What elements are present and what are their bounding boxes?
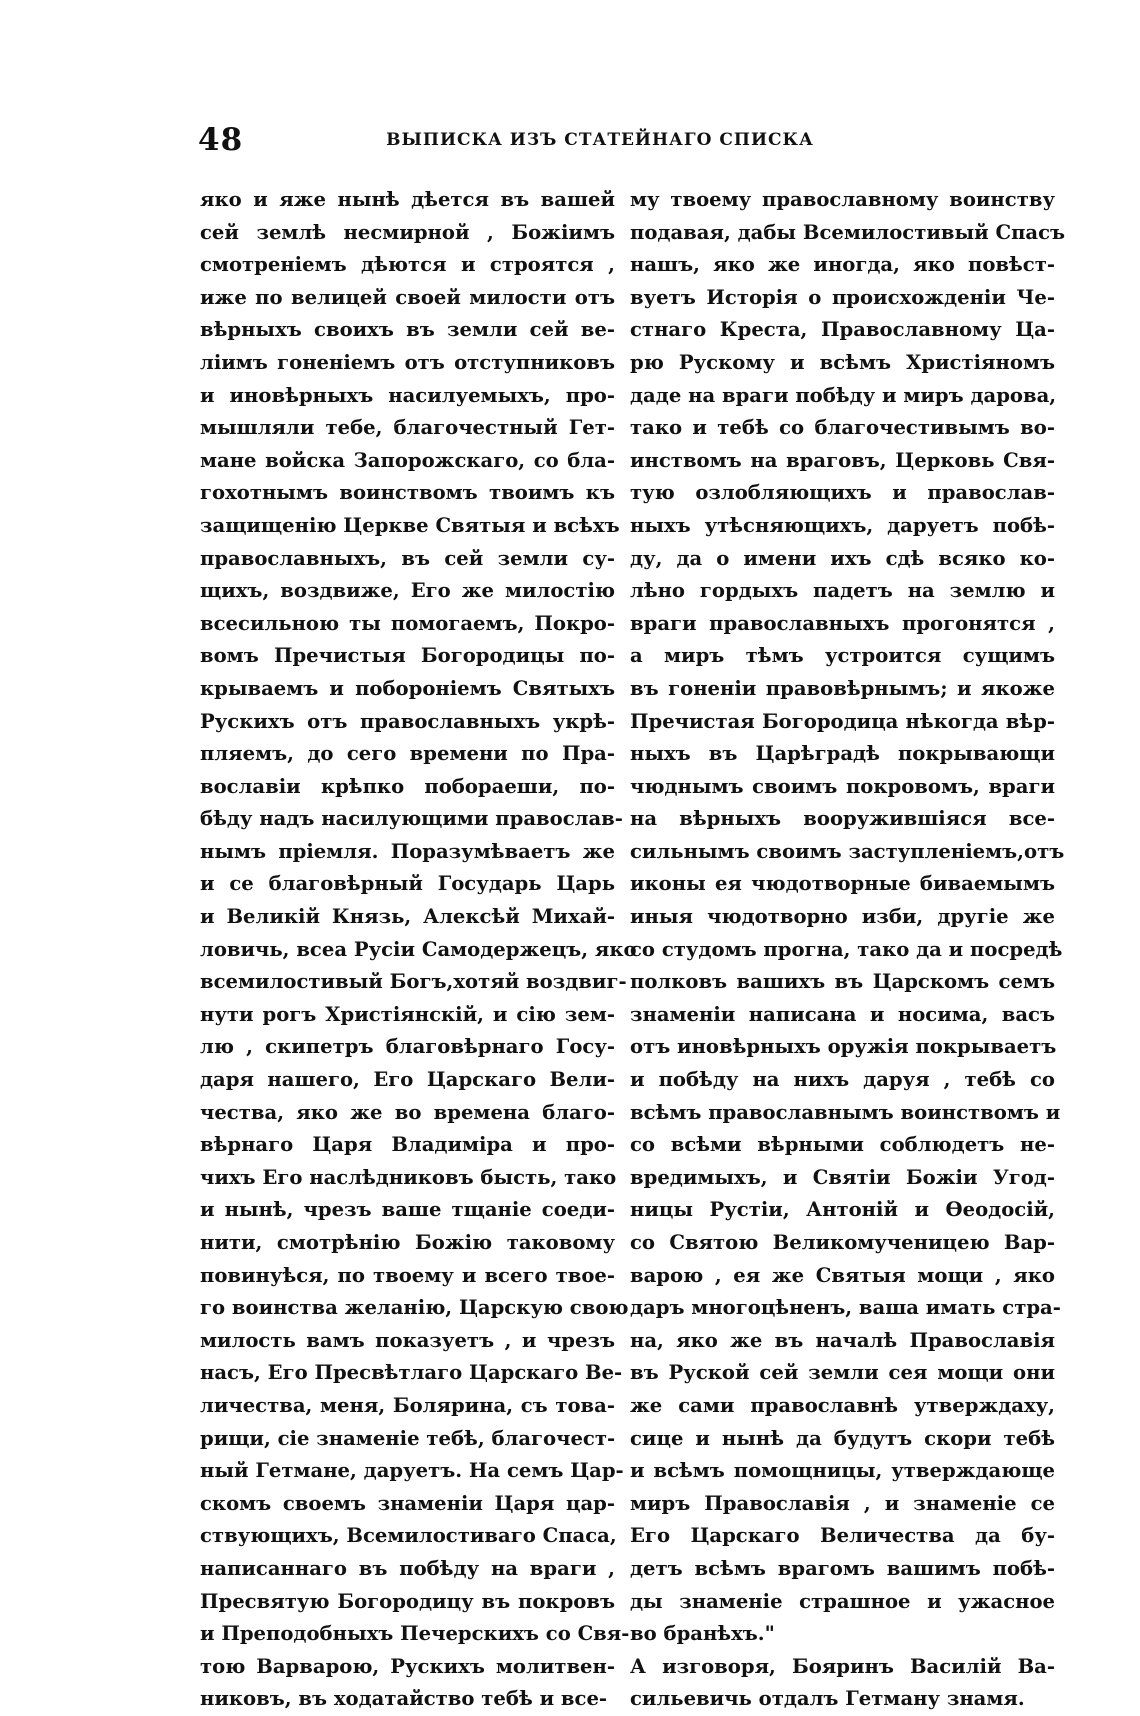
text-line: вомъ Пречистыя Богородицы по- [200, 644, 615, 668]
text-line: въ гоненіи правовѣрнымъ; и якоже [630, 676, 1055, 700]
text-line: рищи, сіе знаменіе тебѣ, благочест- [200, 1426, 616, 1450]
text-line: лю , скипетръ благовѣрнаго Госу- [200, 1035, 615, 1059]
text-line: и Преподобныхъ Печерскихъ со Свя- [200, 1622, 630, 1646]
text-line: нути рогъ Христіянскій, и сію зем- [200, 1002, 615, 1026]
text-line: Пресвятую Богородицу въ покровъ [200, 1589, 615, 1613]
text-line: Его Царскаго Величества да бу- [630, 1524, 1055, 1548]
text-line: ліимъ гоненіемъ отъ отступниковъ [200, 350, 615, 374]
text-line: на вѣрныхъ вооружившіяся все- [630, 807, 1055, 831]
running-head: ВЫПИСКА ИЗЪ СТАТЕЙНАГО СПИСКА [386, 130, 814, 150]
text-line: защищенію Церкве Святыя и всѣхъ [200, 513, 620, 537]
text-line: полковъ вашихъ въ Царскомъ семъ [630, 970, 1055, 994]
text-line: тако и тебѣ со благочестивымъ во- [630, 416, 1055, 440]
text-line: и всѣмъ помощницы, утверждающе [630, 1459, 1055, 1483]
text-line: ныхъ въ Царѣградѣ покрывающи [630, 742, 1055, 766]
text-line: детъ всѣмъ врагомъ вашимъ побѣ- [630, 1556, 1055, 1580]
text-line: милость вамъ показуетъ , и чрезъ [200, 1328, 615, 1352]
page-number: 48 [198, 122, 244, 158]
text-line: вредимыхъ, и Святіи Божіи Угод- [630, 1165, 1055, 1189]
right-column [630, 184, 1066, 1716]
text-line: го воинства желанію, Царскую свою [200, 1296, 629, 1320]
text-line: Пречистая Богородица нѣкогда вѣр- [630, 709, 1055, 733]
text-line: ныхъ утѣсняющихъ, даруетъ побѣ- [630, 513, 1055, 537]
text-line: всемилостивый Богъ,хотяй воздвиг- [200, 970, 627, 994]
text-line: сильнымъ своимъ заступленіемъ,отъ [630, 839, 1065, 863]
text-line: тою Варварою, Рускихъ молитвен- [200, 1654, 615, 1678]
text-line: даръ многоцѣненъ, ваша имать стра- [630, 1296, 1061, 1320]
text-line: инствомъ на враговъ, Церковь Свя- [630, 448, 1055, 472]
text-line: даря нашего, Его Царскаго Вели- [200, 1068, 615, 1092]
text-line: нашъ, яко же иногда, яко повѣст- [630, 253, 1055, 277]
text-line: никовъ, въ ходатайство тебѣ и все- [200, 1687, 608, 1711]
text-line: тую озлобляющихъ и православ- [630, 481, 1055, 505]
text-line: во бранѣхъ." [630, 1622, 775, 1646]
text-line: личества, меня, Болярина, съ това- [200, 1393, 615, 1417]
text-line: знаменіи написана и носима, васъ [630, 1002, 1055, 1026]
text-line: миръ Православія , и знаменіе се [630, 1491, 1055, 1515]
text-line: враги православныхъ прогонятся , [630, 611, 1055, 635]
text-line: на, яко же въ началѣ Православія [630, 1328, 1055, 1352]
text-line: рю Рускому и всѣмъ Христіяномъ [630, 350, 1055, 374]
text-line: яко и яже нынѣ дѣется въ вашей [200, 188, 615, 211]
text-line: чихъ Его наслѣдниковъ бысть, тако [200, 1165, 617, 1189]
text-line: всѣмъ православнымъ воинствомъ и [630, 1100, 1061, 1124]
text-line: крываемъ и побороніемъ Святыхъ [200, 676, 615, 700]
text-line: вуетъ Исторія о происхожденіи Че- [630, 285, 1055, 309]
text-line: отъ иновѣрныхъ оружія покрываетъ [630, 1035, 1057, 1059]
text-line: ловичь, всеа Русіи Самодержецъ, яко [200, 937, 637, 961]
text-line: подавая, дабы Всемилостивый Спасъ [630, 220, 1066, 244]
text-line: же сами православнѣ утверждаху, [630, 1393, 1055, 1417]
text-line: и иновѣрныхъ насилуемыхъ, про- [200, 383, 615, 407]
text-line: вѣрнаго Царя Владиміра и про- [200, 1133, 615, 1157]
text-line: сей землѣ несмирной , Божіимъ [200, 220, 615, 244]
text-line: и нынѣ, чрезъ ваше тщаніе соеди- [200, 1198, 615, 1222]
text-line: лѣно гордыхъ падетъ на землю и [630, 579, 1055, 603]
text-line: бѣду надъ насилующими православ- [200, 807, 623, 831]
text-line: вѣрныхъ своихъ въ земли сей ве- [200, 318, 615, 342]
text-line: скомъ своемъ знаменіи Царя цар- [200, 1491, 615, 1515]
text-line: чества, яко же во времена благо- [200, 1100, 615, 1124]
text-line: ду, да о имени ихъ сдѣ всяко ко- [630, 546, 1055, 570]
text-line: варою , ея же Святыя мощи , яко [630, 1263, 1055, 1287]
text-line: насъ, Его Пресвѣтлаго Царскаго Ве- [200, 1361, 623, 1385]
text-line: мышляли тебе, благочестный Гет- [200, 416, 615, 440]
text-line: ницы Рустіи, Антоній и Ѳеодосій, [630, 1198, 1055, 1222]
text-line: щихъ, воздвиже, Его же милостію [200, 579, 615, 603]
text-line: Рускихъ отъ православныхъ укрѣ- [200, 709, 615, 733]
text-line: всесильною ты помогаемъ, Покро- [200, 611, 615, 635]
text-line: мане войска Запорожскаго, со бла- [200, 448, 615, 472]
text-line: ствующихъ, Всемилостиваго Спаса, [200, 1524, 617, 1548]
text-line: вославіи крѣпко побораеши, по- [200, 774, 615, 798]
text-line: му твоему православному воинству [630, 188, 1055, 211]
text-line: и се благовѣрный Государь Царь [200, 872, 615, 896]
text-line: чюднымъ своимъ покровомъ, враги [630, 774, 1055, 798]
text-line: смотреніемъ дѣются и строятся , [200, 253, 615, 277]
text-line: и побѣду на нихъ даруя , тебѣ со [630, 1068, 1055, 1092]
text-line: повинуѣся, по твоему и всего твое- [200, 1263, 615, 1287]
text-line: православныхъ, въ сей земли су- [200, 546, 615, 570]
text-line: въ Руской сей земли сея мощи они [630, 1361, 1055, 1385]
left-column [200, 184, 637, 1716]
text-line: А изговоря, Бояринъ Василій Ва- [630, 1654, 1055, 1678]
text-line: сице и нынѣ да будутъ скори тебѣ [630, 1426, 1055, 1450]
text-line: нымъ пріемля. Поразумѣваетъ же [200, 839, 615, 863]
text-line: иже по велицей своей милости отъ [200, 285, 615, 309]
text-line: нити, смотрѣнію Божію таковому [200, 1231, 615, 1254]
text-line: даде на враги побѣду и миръ дарова, [630, 383, 1057, 407]
text-line: и Великій Князь, Алексѣй Михай- [200, 905, 615, 929]
text-line: пляемъ, до сего времени по Пра- [200, 742, 615, 766]
text-line: иныя чюдотворно изби, другіе же [630, 905, 1055, 929]
text-line: иконы ея чюдотворные биваемымъ [630, 872, 1055, 896]
text-line: гохотнымъ воинствомъ твоимъ къ [200, 481, 615, 505]
text-line: сильевичь отдалъ Гетману знамя. [630, 1687, 1025, 1711]
text-line: написаннаго въ побѣду на враги , [200, 1556, 615, 1580]
text-line: стнаго Креста, Православному Ца- [630, 318, 1055, 342]
text-line: а миръ тѣмъ устроится сущимъ [630, 644, 1055, 668]
text-line: со студомъ прогна, тако да и посредѣ [630, 937, 1063, 961]
text-line: со всѣми вѣрными соблюдетъ не- [630, 1133, 1055, 1157]
text-line: ный Гетмане, даруетъ. На семъ Цар- [200, 1459, 624, 1483]
text-line: ды знаменіе страшное и ужасное [630, 1589, 1055, 1613]
text-line: со Святою Великомученицею Вар- [630, 1231, 1055, 1254]
